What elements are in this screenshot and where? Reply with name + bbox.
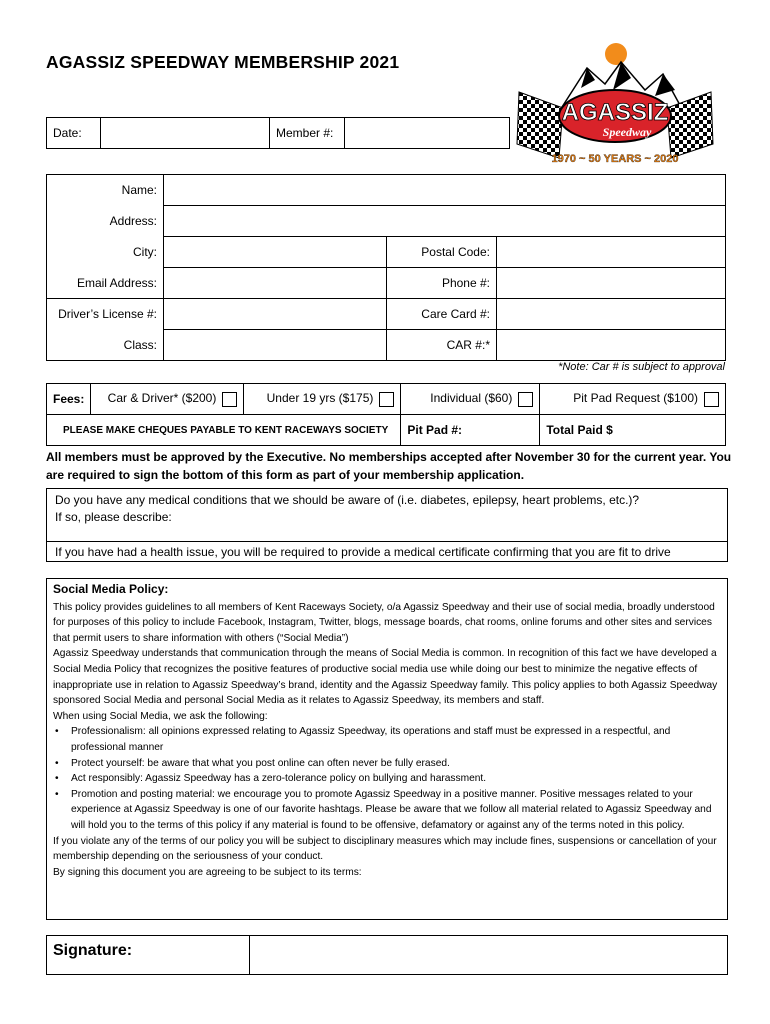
name-label: Name: xyxy=(47,175,164,206)
policy-bullet xyxy=(55,787,721,834)
date-field[interactable] xyxy=(101,118,270,149)
pit-pad-checkbox[interactable] xyxy=(704,392,719,407)
fee-option-car-driver[interactable] xyxy=(91,384,244,415)
fees-label: Fees: xyxy=(47,384,91,415)
class-label: Class: xyxy=(47,330,164,361)
drivers-license-label: Driver’s License #: xyxy=(47,299,164,330)
bullet-icon: • xyxy=(55,788,59,800)
policy-bullet-text: Professionalism: all opinions expressed relating to Agassiz Speedway, its operations and staff must be expressed in a respectful, and professional manner xyxy=(71,726,671,753)
page-title: AGASSIZ SPEEDWAY MEMBERSHIP 2021 xyxy=(46,52,400,72)
fee-option-individual[interactable] xyxy=(401,384,540,415)
policy-paragraph-1: This policy provides guidelines to all members of Kent Raceways Society, o/a Agassiz Speedway and their use of social media, broadly understood for purposes of this policy to include Facebook, Instagram, Twitter, blogs, message boards, chat rooms, online forums and other sites and services that permit users to share information with others (“Social Media”) xyxy=(53,601,715,644)
policy-bullet-list xyxy=(53,724,721,833)
policy-paragraph-4: If you violate any of the terms of our policy you will be subject to disciplinary measures which may include fines, suspensions or cancellation of your membership depending on the seriousness of your conduct. xyxy=(53,835,717,863)
policy-heading: Social Media Policy: xyxy=(53,582,169,596)
total-paid-field[interactable] xyxy=(540,415,726,446)
city-label: City: xyxy=(47,237,164,268)
phone-field[interactable] xyxy=(497,268,726,299)
agassiz-speedway-logo xyxy=(515,40,715,170)
fee-option-pit-pad[interactable] xyxy=(540,384,726,415)
email-label: Email Address: xyxy=(47,268,164,299)
car-number-field[interactable] xyxy=(497,330,726,361)
under-19-checkbox[interactable] xyxy=(379,392,394,407)
bullet-icon: • xyxy=(55,726,59,738)
phone-label: Phone #: xyxy=(387,268,497,299)
fees-table xyxy=(46,383,726,446)
signature-box xyxy=(46,935,728,975)
fee-option-under-19[interactable] xyxy=(244,384,401,415)
member-info-table xyxy=(46,174,726,361)
care-card-label: Care Card #: xyxy=(387,299,497,330)
policy-paragraph-5: By signing this document you are agreeing to be subject to its terms: xyxy=(53,866,362,878)
bullet-icon: • xyxy=(55,757,59,769)
name-field[interactable] xyxy=(164,175,726,206)
address-label: Address: xyxy=(47,206,164,237)
fee-option-pit-pad-label: Pit Pad Request ($100) xyxy=(573,391,698,406)
date-member-table xyxy=(46,117,510,149)
medical-question: Do you have any medical conditions that we should be aware of (i.e. diabetes, epilepsy, heart problems, etc.)? xyxy=(55,493,640,507)
policy-bullet-text: Protect yourself: be aware that what you post online can often never be fully erased. xyxy=(71,757,450,769)
city-field[interactable] xyxy=(164,237,387,268)
address-field[interactable] xyxy=(164,206,726,237)
policy-paragraph-2: Agassiz Speedway understands that communication through the means of Social Media is common. In recognition of this fact we have developed a Social Media Policy that recognizes the positive features of productive social media use while doing our best to minimize the negative effects of inappropriate use in relation to Agassiz Speedway’s brand, identity and the Agassiz Speedway family. This policy applies to both Agassiz Speedway sponsored Social Media and personal Social Media as it relates to Agassiz Speedway, its members and staff. xyxy=(53,648,718,707)
fee-option-under-19-label: Under 19 yrs ($175) xyxy=(266,391,374,406)
date-label: Date: xyxy=(47,118,101,149)
fee-option-individual-label: Individual ($60) xyxy=(430,391,513,406)
medical-conditions-box[interactable] xyxy=(46,488,728,562)
bullet-icon: • xyxy=(55,773,59,785)
car-number-note: *Note: Car # is subject to approval xyxy=(558,361,725,373)
email-field[interactable] xyxy=(164,268,387,299)
individual-checkbox[interactable] xyxy=(518,392,533,407)
member-number-field[interactable] xyxy=(345,118,510,149)
postal-code-field[interactable] xyxy=(497,237,726,268)
logo-sub: Speedway xyxy=(602,125,652,139)
social-media-policy-box xyxy=(46,578,728,920)
class-field[interactable] xyxy=(164,330,387,361)
signature-field[interactable] xyxy=(251,936,727,974)
policy-bullet xyxy=(55,724,721,755)
logo-years: 1970 ~ 50 YEARS ~ 2020 xyxy=(551,153,679,165)
pit-pad-number-field[interactable] xyxy=(401,415,540,446)
total-paid-label: Total Paid $ xyxy=(546,423,613,437)
policy-bullet xyxy=(55,771,721,787)
postal-code-label: Postal Code: xyxy=(387,237,497,268)
medical-describe-label: If so, please describe: xyxy=(55,510,172,524)
policy-bullet-text: Promotion and posting material: we encourage you to promote Agassiz Speedway in a positive manner. Positive messages related to your experience at Agassiz Speedway is one of our favorite hashtags. Please be aware that we follow all material related to Agassiz Speedway and will hold you to the terms of this policy if any material is found to be offensive, defamatory or against any of the terms noted in this policy. xyxy=(71,788,712,831)
cheques-notice xyxy=(47,415,401,446)
member-number-label: Member #: xyxy=(270,118,345,149)
care-card-field[interactable] xyxy=(497,299,726,330)
drivers-license-field[interactable] xyxy=(164,299,387,330)
logo-name: AGASSIZ xyxy=(561,99,669,126)
medical-divider xyxy=(47,541,727,542)
logo-graphic xyxy=(515,40,715,170)
fee-option-car-driver-label: Car & Driver* ($200) xyxy=(107,391,217,406)
car-number-label: CAR #:* xyxy=(387,330,497,361)
policy-bullet xyxy=(55,756,721,772)
policy-bullet-text: Act responsibly: Agassiz Speedway has a zero-tolerance policy on bullying and harassment. xyxy=(71,773,487,785)
approval-warning: All members must be approved by the Executive. No memberships accepted after November 30 for the current year. You are required to sign the bottom of this form as part of your membership application. xyxy=(46,450,732,482)
pit-pad-number-label: Pit Pad #: xyxy=(407,423,463,437)
car-driver-checkbox[interactable] xyxy=(222,392,237,407)
policy-paragraph-3: When using Social Media, we ask the following: xyxy=(53,710,268,722)
signature-label: Signature: xyxy=(47,936,250,974)
medical-certificate-notice: If you have had a health issue, you will be required to provide a medical certificate confirming that you are fit to drive xyxy=(55,545,671,559)
cheques-notice-text: PLEASE MAKE CHEQUES PAYABLE TO KENT RACEWAYS SOCIETY xyxy=(63,424,389,436)
